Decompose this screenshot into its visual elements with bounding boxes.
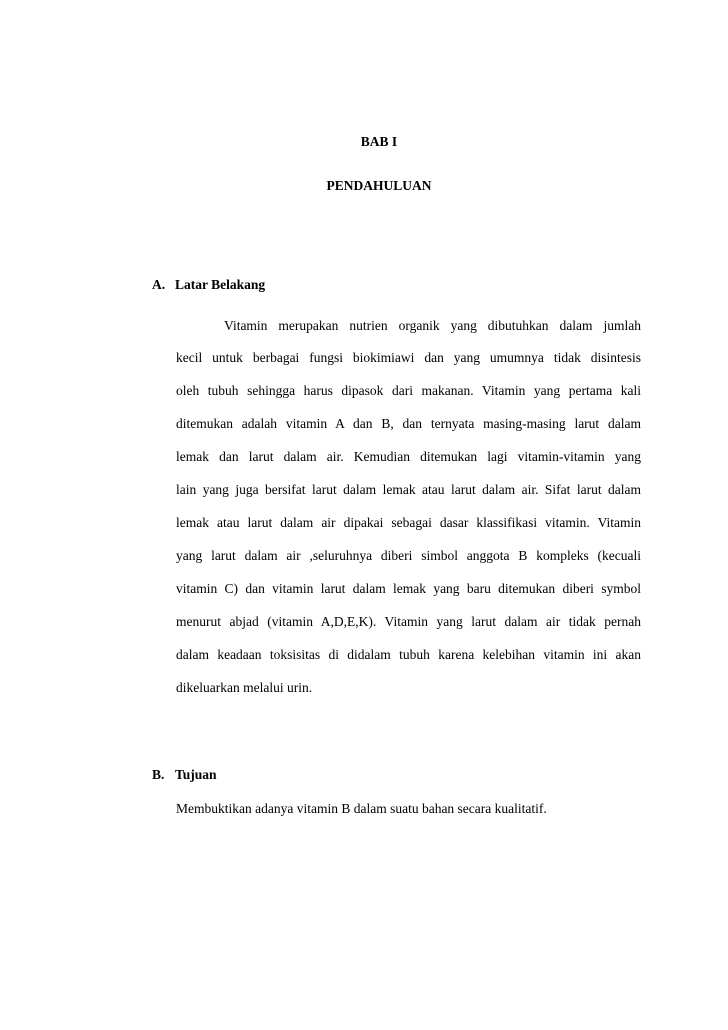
paragraph-line: kecil untuk berbagai fungsi biokimiawi dan yang umumnya tidak disintesis xyxy=(176,350,641,365)
paragraph-line: dalam keadaan toksisitas di didalam tubuh karena kelebihan vitamin ini akan xyxy=(176,647,641,662)
section-marker: A. xyxy=(152,277,166,292)
paragraph-line: menurut abjad (vitamin A,D,E,K). Vitamin yang larut dalam air tidak pernah xyxy=(176,614,641,629)
section-heading-latar-belakang xyxy=(152,277,265,293)
paragraph-line: oleh tubuh sehingga harus dipasok dari makanan. Vitamin yang pertama kali xyxy=(176,383,641,398)
section-title: Latar Belakang xyxy=(175,277,266,292)
paragraph-line: lemak atau larut dalam air dipakai sebagai dasar klassifikasi vitamin. Vitamin xyxy=(176,515,641,530)
chapter-number: BAB I xyxy=(360,134,398,149)
paragraph-line: ditemukan adalah vitamin A dan B, dan ternyata masing-masing larut dalam xyxy=(176,416,641,431)
section-title: Tujuan xyxy=(175,767,217,782)
chapter-title: PENDAHULUAN xyxy=(326,178,432,193)
paragraph-line: Vitamin merupakan nutrien organik yang dibutuhkan dalam jumlah xyxy=(224,318,641,333)
section-heading-tujuan xyxy=(152,767,217,783)
paragraph-line: dikeluarkan melalui urin. xyxy=(176,680,313,695)
section-marker: B. xyxy=(152,767,165,782)
paragraph-tujuan: Membuktikan adanya vitamin B dalam suatu bahan secara kualitatif. xyxy=(176,801,547,816)
paragraph-line: lemak dan larut dalam air. Kemudian ditemukan lagi vitamin-vitamin yang xyxy=(176,449,641,464)
paragraph-line: lain yang juga bersifat larut dalam lemak atau larut dalam air. Sifat larut dalam xyxy=(176,482,641,497)
paragraph-line: yang larut dalam air ,seluruhnya diberi simbol anggota B kompleks (kecuali xyxy=(176,548,641,563)
paragraph-line: vitamin C) dan vitamin larut dalam lemak yang baru ditemukan diberi symbol xyxy=(176,581,641,596)
